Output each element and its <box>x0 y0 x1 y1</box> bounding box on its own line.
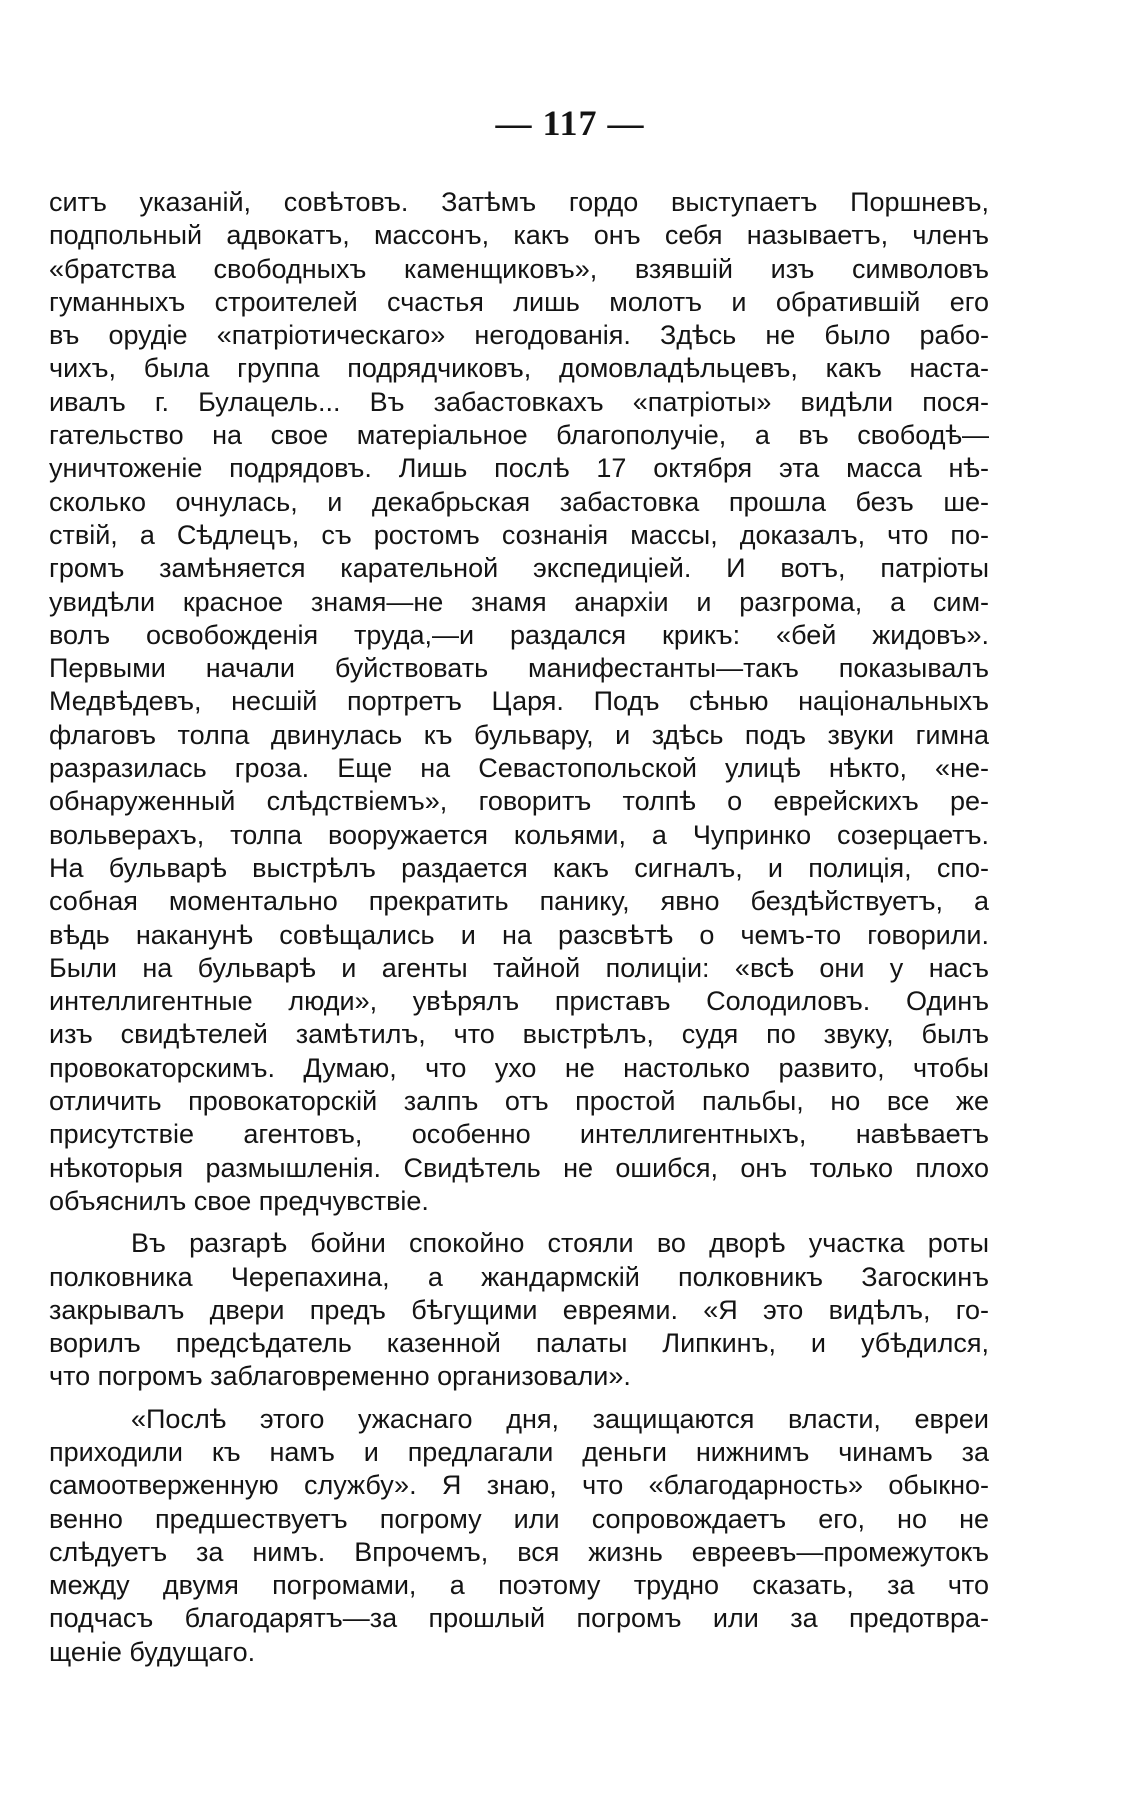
text-line: что погромъ заблаговременно организовали». <box>49 1361 631 1392</box>
text-line: громъ замѣняется карательной экспедиціей. И вотъ, патріоты <box>49 553 989 584</box>
text-line: подчасъ благодарятъ—за прошлый погромъ или за предотвра- <box>49 1603 989 1634</box>
text-line: увидѣли красное знамя—не знамя анархіи и разгрома, а сим- <box>49 586 989 617</box>
text-line: присутствіе агентовъ, особенно интеллигентныхъ, навѣваетъ <box>49 1119 989 1150</box>
text-line: Первыми начали буйствовать манифестанты—такъ показывалъ <box>49 653 989 684</box>
paragraph-1 <box>49 186 989 1218</box>
text-line: вѣдь наканунѣ совѣщались и на разсвѣтѣ о чемъ-то говорили. <box>49 919 989 950</box>
paragraph-3 <box>49 1403 989 1669</box>
text-line: изъ свидѣтелей замѣтилъ, что выстрѣлъ, судя по звуку, былъ <box>49 1019 989 1050</box>
body-text <box>49 186 989 1669</box>
text-line: самоотверженную службу». Я знаю, что «благодарность» обыкно- <box>49 1470 989 1501</box>
text-line: ворилъ предсѣдатель казенной палаты Липкинъ, и убѣдился, <box>49 1328 989 1359</box>
text-line: закрывалъ двери предъ бѣгущими евреями. «Я это видѣлъ, го- <box>49 1294 989 1325</box>
text-line: флаговъ толпа двинулась къ бульвару, и здѣсь подъ звуки гимна <box>49 719 989 750</box>
text-line: собная моментально прекратить панику, явно бездѣйствуетъ, а <box>49 886 989 917</box>
paragraph-2 <box>49 1227 989 1393</box>
text-line: Медвѣдевъ, несшій портретъ Царя. Подъ сѣнью національныхъ <box>49 686 989 717</box>
text-line: «братства свободныхъ каменщиковъ», взявшій изъ символовъ <box>49 253 989 284</box>
text-line: сколько очнулась, и декабрьская забастовка прошла безъ ше- <box>49 486 989 517</box>
text-line: интеллигентные люди», увѣрялъ приставъ Солодиловъ. Одинъ <box>49 986 989 1017</box>
text-line: волъ освобожденія труда,—и раздался крикъ: «бей жидовъ». <box>49 619 989 650</box>
text-line: слѣдуетъ за нимъ. Впрочемъ, вся жизнь евреевъ—промежутокъ <box>49 1536 989 1567</box>
text-line: подпольный адвокатъ, массонъ, какъ онъ себя называетъ, членъ <box>49 220 989 251</box>
text-line: уничтоженіе подрядовъ. Лишь послѣ 17 октября эта масса нѣ- <box>49 453 989 484</box>
text-line: разразилась гроза. Еще на Севастопольской улицѣ нѣкто, «не- <box>49 753 989 784</box>
text-line: полковника Черепахина, а жандармскій полковникъ Загоскинъ <box>49 1261 989 1292</box>
text-line: отличить провокаторскій залпъ отъ простой пальбы, но все же <box>49 1086 989 1117</box>
text-line: обнаруженный слѣдствіемъ», говоритъ толпѣ о еврейскихъ ре- <box>49 786 989 817</box>
text-line: вольверахъ, толпа вооружается кольями, а Чупринко созерцаетъ. <box>49 819 989 850</box>
text-line: въ орудіе «патріотическаго» негодованія. Здѣсь не было рабо- <box>49 320 989 351</box>
text-line: объяснилъ свое предчувствіе. <box>49 1185 429 1216</box>
text-line: ивалъ г. Булацель... Въ забастовкахъ «патріоты» видѣли пося- <box>49 386 989 417</box>
text-line: ситъ указаній, совѣтовъ. Затѣмъ гордо выступаетъ Поршневъ, <box>49 187 989 217</box>
text-line: провокаторскимъ. Думаю, что ухо не настолько развито, чтобы <box>49 1052 989 1083</box>
text-line: щеніе будущаго. <box>49 1636 256 1667</box>
text-line: Были на бульварѣ и агенты тайной полиціи: «всѣ они у насъ <box>49 952 989 983</box>
page-number: — 117 — <box>495 103 645 143</box>
text-line: гательство на свое матеріальное благополучіе, а въ свободѣ— <box>49 420 989 451</box>
text-line: «Послѣ этого ужаснаго дня, защищаются власти, евреи <box>131 1403 989 1434</box>
text-line: чихъ, была группа подрядчиковъ, домовладѣльцевъ, какъ наста- <box>49 353 989 384</box>
text-line: гуманныхъ строителей счастья лишь молотъ и обратившій его <box>49 286 989 317</box>
text-line: нѣкоторыя размышленія. Свидѣтель не ошибся, онъ только плохо <box>49 1152 989 1183</box>
text-line: венно предшествуетъ погрому или сопровождаетъ его, но не <box>49 1503 989 1534</box>
text-line: На бульварѣ выстрѣлъ раздается какъ сигналъ, и полиція, спо- <box>49 852 989 883</box>
text-line: Въ разгарѣ бойни спокойно стояли во дворѣ участка роты <box>131 1228 989 1259</box>
text-line: между двумя погромами, а поэтому трудно сказать, за что <box>49 1570 989 1601</box>
text-line: ствій, а Сѣдлецъ, съ ростомъ сознанія массы, доказалъ, что по- <box>49 519 989 550</box>
text-line: приходили къ намъ и предлагали деньги нижнимъ чинамъ за <box>49 1436 989 1467</box>
